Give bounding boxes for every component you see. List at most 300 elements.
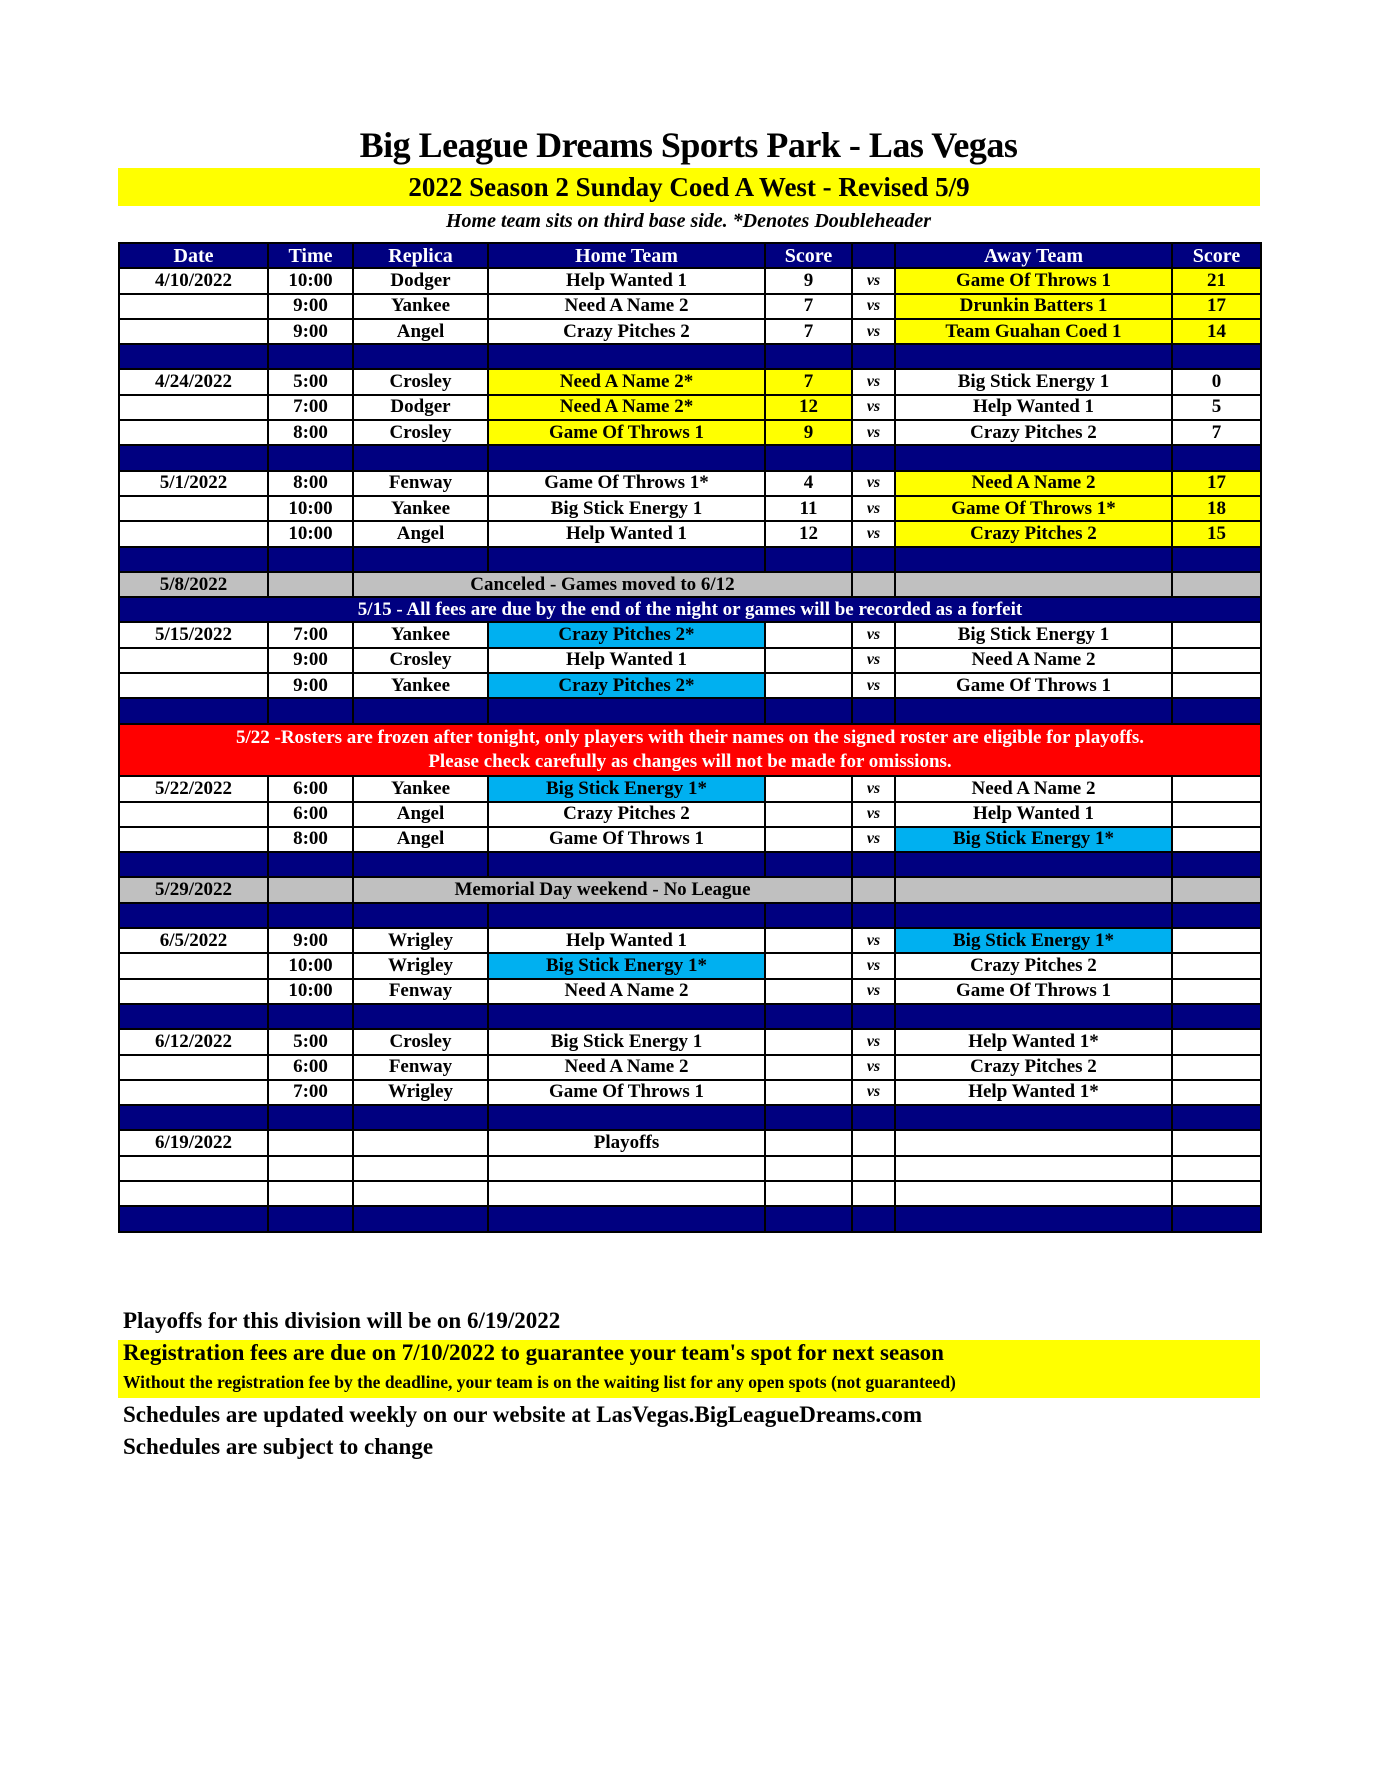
separator-cell <box>1172 1206 1261 1231</box>
separator-cell <box>353 547 488 572</box>
home-team-cell: Game Of Throws 1* <box>488 471 765 496</box>
separator-cell <box>1172 445 1261 470</box>
separator-cell <box>353 1105 488 1130</box>
date-cell <box>119 979 268 1004</box>
separator-cell <box>488 1206 765 1231</box>
away-score-cell: 0 <box>1172 369 1261 394</box>
date-cell: 5/22/2022 <box>119 776 268 801</box>
header-vs <box>852 243 895 268</box>
game-row <box>119 1181 1261 1206</box>
date-cell: 4/10/2022 <box>119 268 268 293</box>
separator-row <box>119 547 1261 572</box>
date-cell: 5/1/2022 <box>119 471 268 496</box>
separator-cell <box>852 903 895 928</box>
separator-cell <box>488 547 765 572</box>
vs-cell: vs <box>852 776 895 801</box>
away-score-cell <box>1172 1181 1261 1206</box>
separator-cell <box>765 1206 852 1231</box>
game-row <box>119 928 1261 953</box>
no-games-message: Canceled - Games moved to 6/12 <box>353 572 852 597</box>
header-replica: Replica <box>353 243 488 268</box>
separator-cell <box>765 1004 852 1029</box>
game-row <box>119 521 1261 546</box>
header-date: Date <box>119 243 268 268</box>
game-row <box>119 776 1261 801</box>
replica-field-cell: Yankee <box>353 294 488 319</box>
no-games-row <box>119 572 1261 597</box>
time-cell: 6:00 <box>268 802 353 827</box>
vs-cell: vs <box>852 827 895 852</box>
date-cell <box>119 420 268 445</box>
separator-cell <box>852 698 895 723</box>
game-row <box>119 471 1261 496</box>
separator-cell <box>765 1105 852 1130</box>
separator-row <box>119 1105 1261 1130</box>
roster-notice-line2: Please check carefully as changes will not be made for omissions. <box>428 750 952 772</box>
header-row <box>119 243 1261 268</box>
replica-field-cell: Crosley <box>353 1029 488 1054</box>
separator-cell <box>852 1105 895 1130</box>
away-team-cell: Game Of Throws 1* <box>895 496 1172 521</box>
fees-notice: 5/15 - All fees are due by the end of the night or games will be recorded as a forfeit <box>119 597 1261 622</box>
home-team-note: Home team sits on third base side. *Denotes Doubleheader <box>446 210 931 232</box>
separator-cell <box>488 852 765 877</box>
away-score-cell <box>1172 928 1261 953</box>
separator-cell <box>895 547 1172 572</box>
away-team-cell: Crazy Pitches 2 <box>895 1055 1172 1080</box>
away-team-cell: Crazy Pitches 2 <box>895 420 1172 445</box>
vs-cell: vs <box>852 521 895 546</box>
away-score-cell <box>1172 648 1261 673</box>
separator-cell <box>353 698 488 723</box>
time-cell: 10:00 <box>268 268 353 293</box>
home-score-cell <box>765 1181 852 1206</box>
no-games-message: Memorial Day weekend - No League <box>353 877 852 902</box>
home-team-cell: Big Stick Energy 1* <box>488 953 765 978</box>
time-cell <box>268 1156 353 1181</box>
away-team-cell: Help Wanted 1* <box>895 1029 1172 1054</box>
vs-cell: vs <box>852 1055 895 1080</box>
away-team-cell: Crazy Pitches 2 <box>895 953 1172 978</box>
replica-field-cell: Dodger <box>353 395 488 420</box>
separator-row <box>119 1206 1261 1231</box>
vs-cell: vs <box>852 369 895 394</box>
home-team-cell: Need A Name 2* <box>488 369 765 394</box>
away-score-cell: 17 <box>1172 471 1261 496</box>
season-subtitle: 2022 Season 2 Sunday Coed A West - Revised 5/9 <box>118 168 1260 206</box>
home-team-cell: Need A Name 2 <box>488 1055 765 1080</box>
separator-cell <box>268 445 353 470</box>
separator-row <box>119 852 1261 877</box>
away-score-cell: 7 <box>1172 420 1261 445</box>
game-row <box>119 420 1261 445</box>
away-score-cell <box>1172 1080 1261 1105</box>
home-score-cell: 7 <box>765 369 852 394</box>
time-cell: 5:00 <box>268 369 353 394</box>
playoffs-note: Playoffs for this division will be on 6/19/2022 <box>123 1308 561 1333</box>
home-score-cell <box>765 802 852 827</box>
away-team-cell: Help Wanted 1* <box>895 1080 1172 1105</box>
game-row <box>119 953 1261 978</box>
separator-cell <box>119 852 268 877</box>
separator-cell <box>119 344 268 369</box>
away-team-cell: Big Stick Energy 1* <box>895 827 1172 852</box>
separator-cell <box>1172 1004 1261 1029</box>
date-cell <box>119 648 268 673</box>
away-score-cell <box>1172 572 1261 597</box>
away-team-cell <box>895 572 1172 597</box>
vs-cell: vs <box>852 673 895 698</box>
away-score-cell <box>1172 953 1261 978</box>
separator-cell <box>852 852 895 877</box>
separator-cell <box>268 852 353 877</box>
date-cell: 6/19/2022 <box>119 1130 268 1155</box>
game-row <box>119 622 1261 647</box>
separator-cell <box>488 1105 765 1130</box>
separator-cell <box>1172 903 1261 928</box>
separator-cell <box>852 547 895 572</box>
separator-cell <box>119 698 268 723</box>
separator-cell <box>488 1004 765 1029</box>
away-team-cell: Drunkin Batters 1 <box>895 294 1172 319</box>
roster-notice-row <box>119 724 1261 777</box>
separator-cell <box>1172 547 1261 572</box>
vs-cell <box>852 1156 895 1181</box>
time-cell: 9:00 <box>268 648 353 673</box>
date-cell <box>119 1156 268 1181</box>
home-score-cell: 12 <box>765 521 852 546</box>
vs-cell: vs <box>852 1029 895 1054</box>
separator-cell <box>765 698 852 723</box>
date-cell <box>119 1080 268 1105</box>
separator-cell <box>852 1004 895 1029</box>
separator-cell <box>119 1105 268 1130</box>
time-cell: 10:00 <box>268 979 353 1004</box>
home-team-cell <box>488 1181 765 1206</box>
home-score-cell <box>765 1130 852 1155</box>
schedule-table <box>118 242 1262 1233</box>
time-cell: 10:00 <box>268 521 353 546</box>
date-cell <box>119 521 268 546</box>
game-row <box>119 1055 1261 1080</box>
away-score-cell: 21 <box>1172 268 1261 293</box>
header-time: Time <box>268 243 353 268</box>
schedule-body <box>119 268 1261 1231</box>
separator-cell <box>268 1206 353 1231</box>
time-cell <box>268 1181 353 1206</box>
date-cell: 4/24/2022 <box>119 369 268 394</box>
date-cell <box>119 319 268 344</box>
time-cell: 7:00 <box>268 395 353 420</box>
replica-field-cell: Fenway <box>353 1055 488 1080</box>
home-team-cell: Game Of Throws 1 <box>488 827 765 852</box>
separator-row <box>119 903 1261 928</box>
time-cell: 7:00 <box>268 1080 353 1105</box>
header-away-score: Score <box>1172 243 1261 268</box>
separator-cell <box>353 1004 488 1029</box>
game-row <box>119 673 1261 698</box>
separator-cell <box>852 1206 895 1231</box>
header-home-team: Home Team <box>488 243 765 268</box>
separator-cell <box>353 344 488 369</box>
away-score-cell <box>1172 1130 1261 1155</box>
separator-cell <box>1172 698 1261 723</box>
game-row <box>119 294 1261 319</box>
replica-field-cell: Angel <box>353 802 488 827</box>
home-score-cell <box>765 1156 852 1181</box>
away-score-cell: 18 <box>1172 496 1261 521</box>
away-team-cell: Help Wanted 1 <box>895 395 1172 420</box>
home-score-cell: 7 <box>765 319 852 344</box>
vs-cell <box>852 1181 895 1206</box>
separator-cell <box>268 903 353 928</box>
home-score-cell: 12 <box>765 395 852 420</box>
game-row <box>119 496 1261 521</box>
away-team-cell: Game Of Throws 1 <box>895 673 1172 698</box>
time-cell: 6:00 <box>268 776 353 801</box>
game-row <box>119 319 1261 344</box>
time-cell: 7:00 <box>268 622 353 647</box>
date-cell: 5/29/2022 <box>119 877 268 902</box>
replica-field-cell: Wrigley <box>353 953 488 978</box>
game-row <box>119 979 1261 1004</box>
separator-cell <box>895 903 1172 928</box>
change-note: Schedules are subject to change <box>123 1434 434 1459</box>
game-row <box>119 827 1261 852</box>
away-team-cell: Big Stick Energy 1 <box>895 622 1172 647</box>
away-score-cell: 17 <box>1172 294 1261 319</box>
replica-field-cell: Crosley <box>353 420 488 445</box>
away-score-cell: 14 <box>1172 319 1261 344</box>
separator-cell <box>895 1004 1172 1029</box>
home-team-cell: Big Stick Energy 1 <box>488 1029 765 1054</box>
away-team-cell <box>895 1181 1172 1206</box>
vs-cell <box>852 1130 895 1155</box>
vs-cell: vs <box>852 648 895 673</box>
separator-cell <box>268 698 353 723</box>
vs-cell: vs <box>852 268 895 293</box>
replica-field-cell: Wrigley <box>353 928 488 953</box>
home-score-cell <box>765 953 852 978</box>
home-score-cell <box>765 648 852 673</box>
separator-cell <box>353 903 488 928</box>
date-cell <box>119 802 268 827</box>
home-team-cell: Crazy Pitches 2 <box>488 802 765 827</box>
home-team-cell: Crazy Pitches 2* <box>488 622 765 647</box>
home-team-cell: Need A Name 2* <box>488 395 765 420</box>
separator-cell <box>1172 1105 1261 1130</box>
separator-cell <box>119 547 268 572</box>
game-row <box>119 1130 1261 1155</box>
date-cell <box>119 953 268 978</box>
home-team-cell: Crazy Pitches 2* <box>488 673 765 698</box>
time-cell: 8:00 <box>268 420 353 445</box>
home-score-cell: 11 <box>765 496 852 521</box>
separator-cell <box>765 445 852 470</box>
waiting-list-note: Without the registration fee by the deadline, your team is on the waiting list for any open spots (not guaranteed) <box>123 1372 956 1392</box>
separator-cell <box>353 1206 488 1231</box>
replica-field-cell <box>353 1181 488 1206</box>
home-score-cell <box>765 928 852 953</box>
time-cell: 6:00 <box>268 1055 353 1080</box>
game-row <box>119 395 1261 420</box>
home-team-cell: Playoffs <box>488 1130 765 1155</box>
replica-field-cell: Yankee <box>353 622 488 647</box>
separator-cell <box>895 1206 1172 1231</box>
away-team-cell <box>895 1130 1172 1155</box>
header-home-score: Score <box>765 243 852 268</box>
home-score-cell <box>765 979 852 1004</box>
vs-cell: vs <box>852 802 895 827</box>
away-score-cell <box>1172 979 1261 1004</box>
home-score-cell: 7 <box>765 294 852 319</box>
away-team-cell: Game Of Throws 1 <box>895 268 1172 293</box>
no-games-row <box>119 877 1261 902</box>
replica-field-cell <box>353 1130 488 1155</box>
date-cell <box>119 1055 268 1080</box>
replica-field-cell: Crosley <box>353 369 488 394</box>
away-score-cell <box>1172 1156 1261 1181</box>
separator-row <box>119 698 1261 723</box>
replica-field-cell: Angel <box>353 827 488 852</box>
separator-cell <box>895 1105 1172 1130</box>
separator-cell <box>895 344 1172 369</box>
away-score-cell: 5 <box>1172 395 1261 420</box>
replica-field-cell: Fenway <box>353 471 488 496</box>
separator-cell <box>119 445 268 470</box>
home-team-cell: Crazy Pitches 2 <box>488 319 765 344</box>
replica-field-cell: Angel <box>353 521 488 546</box>
separator-cell <box>119 1206 268 1231</box>
home-team-cell: Big Stick Energy 1* <box>488 776 765 801</box>
home-score-cell <box>765 622 852 647</box>
separator-cell <box>488 445 765 470</box>
away-team-cell: Need A Name 2 <box>895 471 1172 496</box>
time-cell: 10:00 <box>268 496 353 521</box>
fees-notice-row <box>119 597 1261 622</box>
separator-cell <box>1172 344 1261 369</box>
home-team-cell: Help Wanted 1 <box>488 268 765 293</box>
separator-cell <box>852 344 895 369</box>
away-score-cell <box>1172 673 1261 698</box>
home-team-cell: Game Of Throws 1 <box>488 420 765 445</box>
game-row <box>119 1029 1261 1054</box>
replica-field-cell: Fenway <box>353 979 488 1004</box>
away-score-cell <box>1172 1055 1261 1080</box>
separator-cell <box>353 852 488 877</box>
date-cell <box>119 395 268 420</box>
home-team-cell: Help Wanted 1 <box>488 928 765 953</box>
game-row <box>119 1080 1261 1105</box>
away-team-cell: Game Of Throws 1 <box>895 979 1172 1004</box>
away-score-cell: 15 <box>1172 521 1261 546</box>
home-team-cell: Help Wanted 1 <box>488 648 765 673</box>
separator-cell <box>765 903 852 928</box>
registration-note: Registration fees are due on 7/10/2022 to guarantee your team's spot for next season <box>123 1340 944 1365</box>
separator-cell <box>353 445 488 470</box>
away-score-cell <box>1172 622 1261 647</box>
separator-cell <box>765 852 852 877</box>
separator-cell <box>268 1004 353 1029</box>
replica-field-cell: Yankee <box>353 776 488 801</box>
home-score-cell <box>765 827 852 852</box>
time-cell: 9:00 <box>268 294 353 319</box>
date-cell: 6/12/2022 <box>119 1029 268 1054</box>
time-cell: 9:00 <box>268 928 353 953</box>
separator-cell <box>765 344 852 369</box>
vs-cell: vs <box>852 979 895 1004</box>
separator-cell <box>119 903 268 928</box>
time-cell: 9:00 <box>268 319 353 344</box>
website-note: Schedules are updated weekly on our website at LasVegas.BigLeagueDreams.com <box>123 1402 923 1427</box>
game-row <box>119 1156 1261 1181</box>
date-cell <box>119 1181 268 1206</box>
time-cell: 10:00 <box>268 953 353 978</box>
game-row <box>119 369 1261 394</box>
away-score-cell <box>1172 827 1261 852</box>
away-team-cell: Need A Name 2 <box>895 776 1172 801</box>
away-score-cell <box>1172 877 1261 902</box>
date-cell <box>119 496 268 521</box>
separator-cell <box>895 445 1172 470</box>
header-away-team: Away Team <box>895 243 1172 268</box>
game-row <box>119 268 1261 293</box>
vs-cell: vs <box>852 622 895 647</box>
page-title: Big League Dreams Sports Park - Las Vegas <box>359 125 1018 165</box>
away-team-cell: Need A Name 2 <box>895 648 1172 673</box>
home-score-cell: 9 <box>765 420 852 445</box>
replica-field-cell: Wrigley <box>353 1080 488 1105</box>
vs-cell: vs <box>852 496 895 521</box>
separator-row <box>119 344 1261 369</box>
home-score-cell <box>765 1029 852 1054</box>
vs-cell <box>852 877 895 902</box>
home-score-cell <box>765 1055 852 1080</box>
replica-field-cell: Dodger <box>353 268 488 293</box>
away-team-cell <box>895 877 1172 902</box>
separator-cell <box>765 547 852 572</box>
date-cell <box>119 673 268 698</box>
separator-cell <box>488 903 765 928</box>
away-score-cell <box>1172 802 1261 827</box>
replica-field-cell: Angel <box>353 319 488 344</box>
home-team-cell: Game Of Throws 1 <box>488 1080 765 1105</box>
date-cell: 5/8/2022 <box>119 572 268 597</box>
time-cell: 9:00 <box>268 673 353 698</box>
date-cell <box>119 294 268 319</box>
vs-cell: vs <box>852 471 895 496</box>
time-cell: 8:00 <box>268 827 353 852</box>
separator-cell <box>268 344 353 369</box>
home-score-cell <box>765 776 852 801</box>
home-score-cell: 9 <box>765 268 852 293</box>
home-team-cell: Help Wanted 1 <box>488 521 765 546</box>
vs-cell: vs <box>852 420 895 445</box>
date-cell: 5/15/2022 <box>119 622 268 647</box>
replica-field-cell <box>353 1156 488 1181</box>
home-score-cell: 4 <box>765 471 852 496</box>
away-team-cell: Big Stick Energy 1 <box>895 369 1172 394</box>
away-team-cell: Big Stick Energy 1* <box>895 928 1172 953</box>
away-score-cell <box>1172 776 1261 801</box>
time-cell: 5:00 <box>268 1029 353 1054</box>
separator-row <box>119 445 1261 470</box>
vs-cell: vs <box>852 1080 895 1105</box>
away-team-cell: Help Wanted 1 <box>895 802 1172 827</box>
away-team-cell: Crazy Pitches 2 <box>895 521 1172 546</box>
time-cell <box>268 877 353 902</box>
home-team-cell <box>488 1156 765 1181</box>
